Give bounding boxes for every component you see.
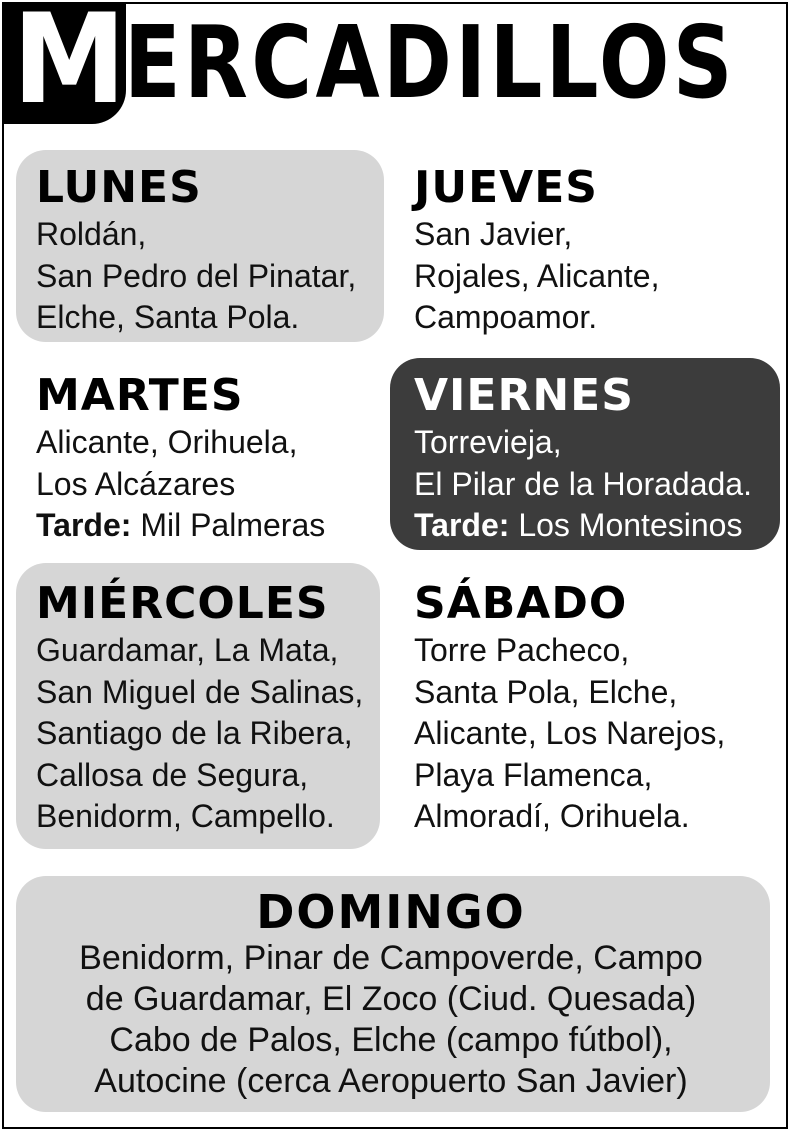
list-item: San Javier, — [414, 216, 573, 252]
day-heading-viernes: VIERNES — [414, 370, 634, 421]
afternoon-line — [36, 505, 325, 547]
list-item: Santiago de la Ribera, — [36, 715, 353, 751]
list-item: de Guardamar, El Zoco (Ciud. Quesada) — [85, 980, 697, 1018]
martes-markets — [36, 422, 325, 547]
list-item: Callosa de Segura, — [36, 756, 309, 793]
list-item: San Miguel de Salinas, — [36, 673, 364, 710]
list-item: Autocine (cerca Aeropuerto San Javier) — [94, 1062, 688, 1100]
list-item: San Pedro del Pinatar, — [36, 257, 357, 294]
day-heading-jueves: JUEVES — [414, 162, 598, 213]
list-item: Los Alcázares — [36, 465, 236, 502]
afternoon-value: Mil Palmeras — [131, 507, 326, 543]
lunes-markets — [36, 214, 356, 339]
afternoon-value: Los Montesinos — [509, 507, 743, 543]
list-item: Torre Pacheco, — [414, 632, 630, 668]
list-item: Playa Flamenca, — [414, 756, 653, 793]
list-item: Rojales, Alicante, — [414, 257, 660, 294]
list-item: Almoradí, Orihuela. — [414, 798, 690, 834]
page-title: ERCADILLOS — [124, 4, 736, 121]
afternoon-label: Tarde: — [36, 507, 132, 543]
domingo-markets — [20, 938, 762, 1102]
day-heading-martes: MARTES — [36, 370, 244, 421]
list-item: Guardamar, La Mata, — [36, 632, 339, 668]
list-item: Santa Pola, Elche, — [414, 673, 678, 710]
list-item: Elche, Santa Pola. — [36, 299, 300, 335]
afternoon-line — [414, 505, 752, 547]
day-heading-sabado: SÁBADO — [414, 578, 628, 629]
sabado-markets — [414, 630, 725, 838]
list-item: Alicante, Orihuela, — [36, 424, 298, 460]
list-item: Alicante, Los Narejos, — [414, 715, 726, 751]
miercoles-markets — [36, 630, 363, 838]
list-item: Benidorm, Pinar de Campoverde, Campo — [79, 939, 703, 977]
viernes-markets — [414, 422, 752, 547]
list-item: El Pilar de la Horadada. — [414, 465, 752, 502]
title-initial: M — [12, 0, 127, 132]
list-item: Torrevieja, — [414, 424, 562, 460]
list-item: Cabo de Palos, Elche (campo fútbol), — [109, 1021, 673, 1059]
day-heading-miercoles: MIÉRCOLES — [36, 578, 329, 629]
day-heading-domingo: DOMINGO — [256, 885, 526, 939]
list-item: Roldán, — [36, 216, 147, 252]
list-item: Benidorm, Campello. — [36, 798, 335, 834]
day-heading-lunes: LUNES — [36, 162, 202, 213]
jueves-markets — [414, 214, 659, 339]
list-item: Campoamor. — [414, 299, 598, 335]
afternoon-label: Tarde: — [414, 507, 510, 543]
